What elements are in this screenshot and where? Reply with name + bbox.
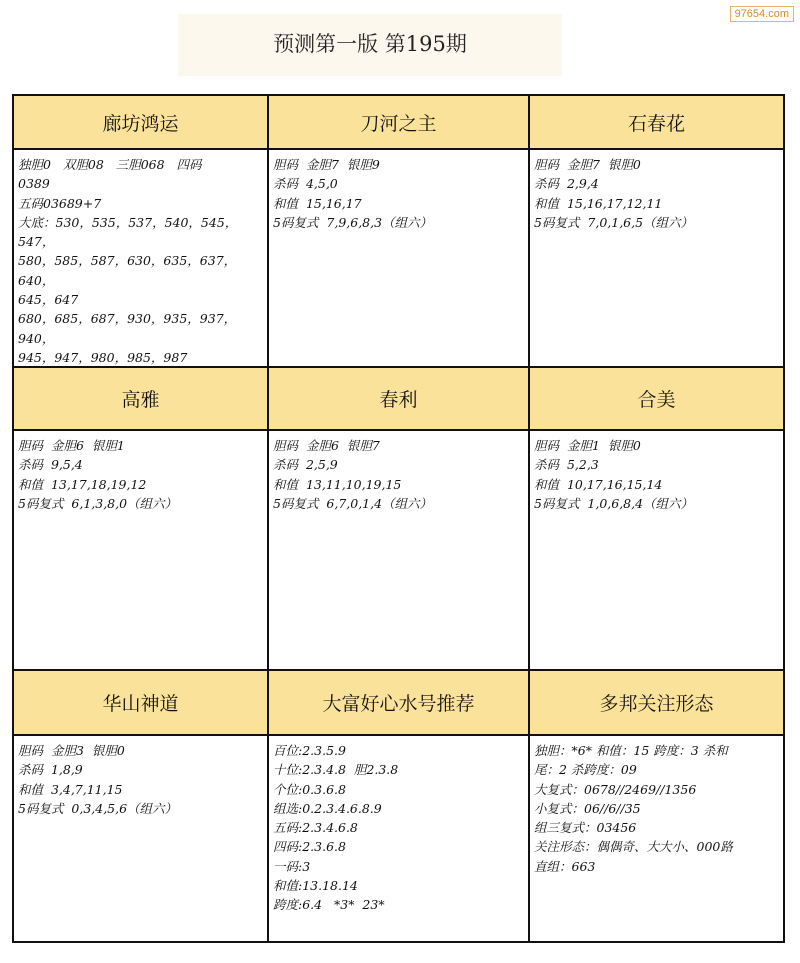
cell-line: 0389 [18, 176, 50, 192]
cell-line: 杀码 2,5,9 [273, 457, 338, 473]
cell-line: 5码复式 6,1,3,8,0（组六） [18, 495, 178, 511]
cell-line: 独胆0 双胆08 三胆068 四码 [18, 157, 202, 172]
cell-line: 五码03689+7 [18, 195, 102, 211]
cell-line: 大底：530，535，537，540，545，547， [18, 214, 238, 250]
cell-line: 杀码 2,9,4 [534, 176, 599, 192]
cell-line: 和值 10,17,16,15,14 [534, 476, 663, 492]
cell-line: 645，647 [18, 292, 79, 308]
cell-line: 组选:0.2.3.4.6.8.9 [273, 800, 382, 816]
cell-line: 5码复式 7,9,6,8,3（组六） [273, 214, 433, 230]
cell-body-hemei [530, 431, 783, 669]
cell-line: 四码:2.3.6.8 [273, 839, 346, 855]
cell-header-shichunhua: 石春花 [530, 96, 783, 148]
cell-line: 胆码 金胆6 银胆1 [18, 438, 125, 453]
cell-body-daohe [269, 150, 528, 366]
cell-line: 跨度:6.4 *3* 23* [273, 897, 385, 913]
cell-line: 580，585，587，630，635，637，640， [18, 253, 237, 288]
prediction-grid [12, 94, 785, 943]
cell-header-dafu: 大富好心水号推荐 [269, 671, 528, 734]
cell-header-huashan: 华山神道 [14, 671, 267, 734]
cell-line: 5码复式 0,3,4,5,6（组六） [18, 800, 178, 816]
cell-line: 胆码 金胆3 银胆0 [18, 743, 125, 758]
cell-line: 大复式：0678//2469//1356 [534, 781, 697, 797]
cell-line: 和值:13.18.14 [273, 878, 358, 894]
cell-line: 尾：2 杀跨度：09 [534, 762, 637, 778]
cell-line: 胆码 金胆1 银胆0 [534, 438, 641, 453]
cell-line: 杀码 9,5,4 [18, 457, 83, 473]
cell-line: 杀码 4,5,0 [273, 176, 338, 192]
cell-header-hemei: 合美 [530, 368, 783, 429]
cell-header-gaoya: 高雅 [14, 368, 267, 429]
cell-line: 组三复式：03456 [534, 820, 637, 836]
cell-line: 十位:2.3.4.8 胆2.3.8 [273, 762, 399, 778]
cell-line: 一码:3 [273, 858, 311, 874]
cell-line: 和值 13,11,10,19,15 [273, 476, 402, 492]
cell-line: 独胆：*6* 和值：15 跨度：3 杀和 [534, 743, 728, 758]
cell-line: 和值 15,16,17 [273, 195, 362, 211]
cell-line: 百位:2.3.5.9 [273, 743, 346, 758]
cell-line: 680，685，687，930，935，937，940， [18, 311, 237, 346]
cell-line: 胆码 金胆7 银胆0 [534, 157, 641, 172]
cell-line: 杀码 1,8,9 [18, 762, 83, 778]
cell-line: 胆码 金胆7 银胆9 [273, 157, 380, 172]
cell-line: 五码:2.3.4.6.8 [273, 820, 358, 836]
page-title: 预测第一版 第195期 [273, 32, 467, 56]
cell-body-gaoya [14, 431, 267, 669]
cell-line: 杀码 5,2,3 [534, 457, 599, 473]
cell-line: 5码复式 7,0,1,6,5（组六） [534, 214, 694, 230]
cell-body-shichunhua [530, 150, 783, 366]
cell-line: 直组：663 [534, 858, 596, 874]
cell-body-chunli [269, 431, 528, 669]
cell-body-duobang [530, 736, 783, 941]
cell-header-duobang: 多邦关注形态 [530, 671, 783, 734]
cell-body-dafu [269, 736, 528, 941]
cell-line: 和值 13,17,18,19,12 [18, 476, 147, 492]
cell-line: 小复式：06//6//35 [534, 800, 641, 816]
cell-line: 945，947，980，985，987 [18, 349, 188, 365]
site-watermark: 97654.com [730, 6, 794, 22]
cell-header-daohe: 刀河之主 [269, 96, 528, 148]
cell-header-langfang: 廊坊鸿运 [14, 96, 267, 148]
cell-body-langfang [14, 150, 267, 366]
cell-line: 关注形态：偶偶奇、大大小、000路 [534, 839, 733, 855]
cell-line: 和值 15,16,17,12,11 [534, 195, 663, 211]
cell-line: 个位:0.3.6.8 [273, 781, 346, 797]
cell-line: 和值 3,4,7,11,15 [18, 781, 123, 797]
cell-line: 5码复式 1,0,6,8,4（组六） [534, 495, 694, 511]
cell-line: 5码复式 6,7,0,1,4（组六） [273, 495, 433, 511]
cell-line: 胆码 金胆6 银胆7 [273, 438, 380, 453]
cell-body-huashan [14, 736, 267, 941]
cell-header-chunli: 春利 [269, 368, 528, 429]
